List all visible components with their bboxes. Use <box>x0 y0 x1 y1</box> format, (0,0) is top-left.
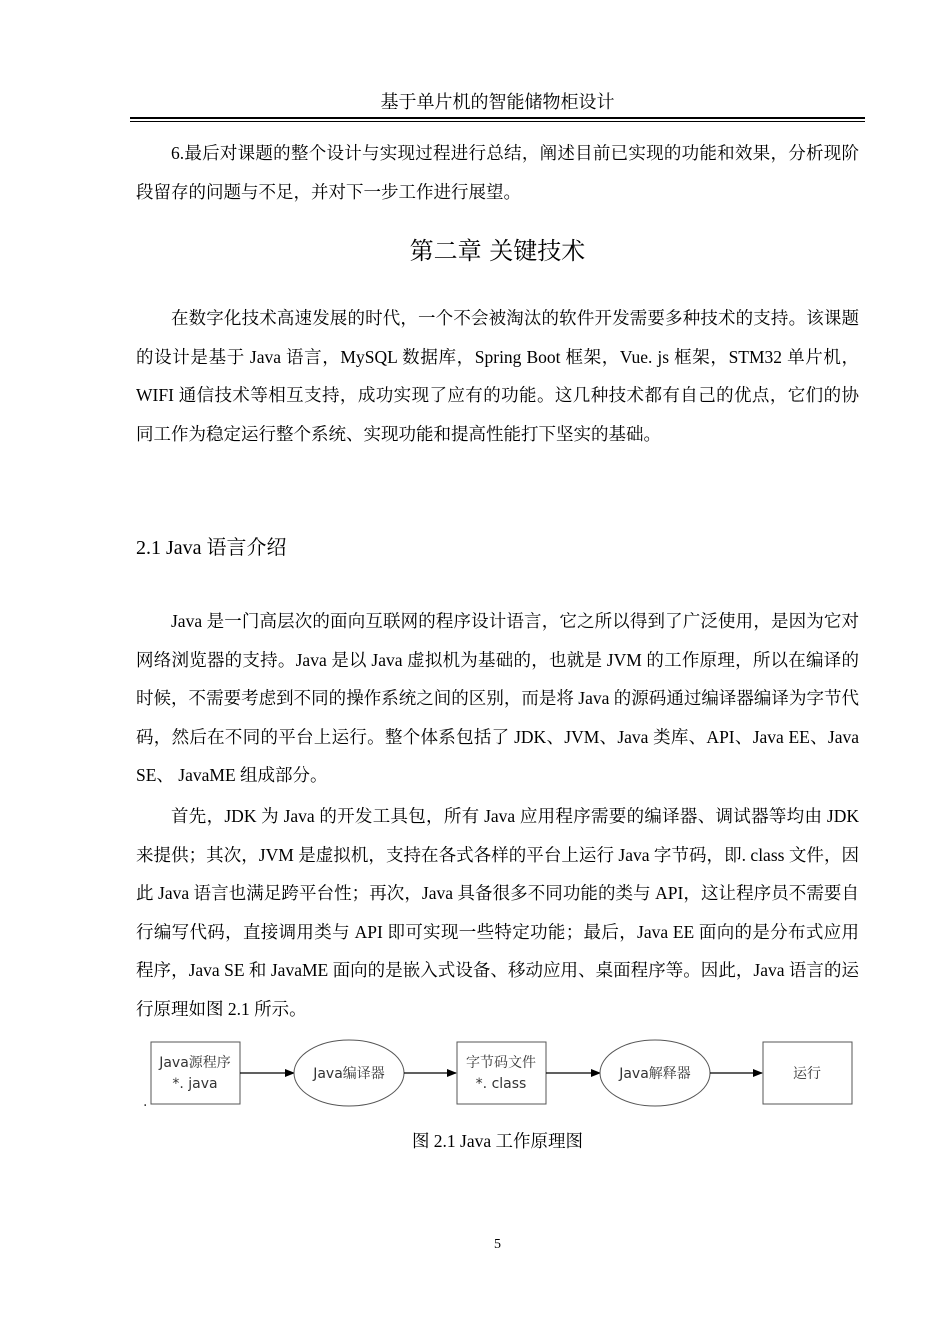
compiler-label: Java编译器 <box>313 1066 385 1082</box>
java-workflow-diagram <box>0 1030 950 1120</box>
header-rule-thin <box>130 121 865 122</box>
section-paragraph-2: 首先，JDK 为 Java 的开发工具包，所有 Java 应用程序需要的编译器、调试器等均由 JDK 来提供；其次，JVM 是虚拟机，支持在各式各样的平台上运行 Java 字节码，即. class 文件，因此 Java 语言也满足跨平台性；再次，Java 具备很多不同功能的类与 API，这让程序员不需要自行编写代码，直接调用类与 API 即可实现一些特定功能；最后，Java EE 面向的是分布式应用程序，Java SE 和 JavaME 面向的是嵌入式设备、移动应用、桌面程序等。因此，Java 语言的运行原理如图 2.1 所示。 <box>136 806 859 1019</box>
source-file-label: Java源程序 <box>159 1055 231 1071</box>
section-paragraph-1: Java 是一门高层次的面向互联网的程序设计语言，它之所以得到了广泛使用，是因为它对网络浏览器的支持。Java 是以 Java 虚拟机为基础的，也就是 JVM 的工作原理，所以在编译的时候，不需要考虑到不同的操作系统之间的区别，而是将 Java 的源码通过编译器编译为字节代码，然后在不同的平台上运行。整个体系包括了 JDK、JVM、Java 类库、API、Java EE、Java SE、 JavaME 组成部分。 <box>136 611 859 785</box>
figure-caption: 图 2.1 Java 工作原理图 <box>411 1131 584 1151</box>
chapter-title: 第二章 关键技术 <box>409 237 586 265</box>
bytecode-label: 字节码文件 <box>466 1055 536 1071</box>
chapter-paragraph: 在数字化技术高速发展的时代，一个不会被淘汰的软件开发需要多种技术的支持。该课题的设计是基于 Java 语言，MySQL 数据库，Spring Boot 框架，Vue. js 框架，STM32 单片机，WIFI 通信技术等相互支持，成功实现了应有的功能。这几种技术都有自己的优点，它们的协同工作为稳定运行整个系统、实现功能和提高性能打下坚实的基础。 <box>136 308 859 444</box>
source-file-ext: *. java <box>172 1076 218 1092</box>
bytecode-box <box>457 1042 546 1104</box>
section-heading: 2.1 Java 语言介绍 <box>136 537 287 559</box>
header-rule-thick <box>130 117 865 119</box>
intro-paragraph: 6.最后对课题的整个设计与实现过程进行总结，阐述目前已实现的功能和效果，分析现阶段留存的问题与不足，并对下一步工作进行展望。 <box>136 143 859 202</box>
run-label: 运行 <box>793 1066 821 1082</box>
stray-mark: . <box>143 1094 148 1110</box>
source-file-box <box>151 1042 240 1104</box>
interpreter-label: Java解释器 <box>619 1066 691 1082</box>
page-number: 5 <box>494 1237 501 1252</box>
running-header: 基于单片机的智能储物柜设计 <box>380 92 615 112</box>
bytecode-ext: *. class <box>475 1076 527 1092</box>
